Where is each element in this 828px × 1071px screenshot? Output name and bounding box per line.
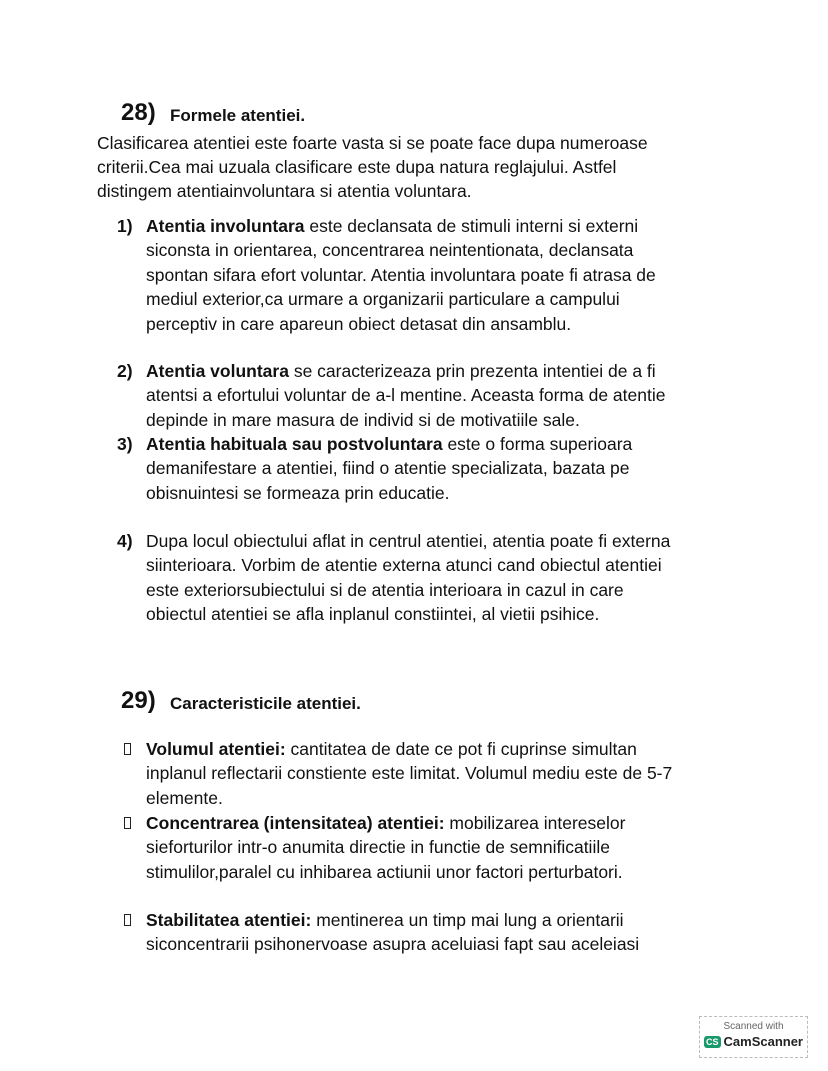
- camscanner-logo-icon: CS: [706, 1036, 719, 1047]
- bullet-icon: [124, 817, 131, 829]
- list-item-line: siinterioara. Vorbim de atentie externa atunci cand obiectul atentiei: [146, 555, 662, 576]
- bullet-item-line: siconcentrarii psihonervoase asupra aceluiasi fapt sau aceleiasi: [146, 934, 640, 955]
- list-item-line: [146, 432, 632, 456]
- list-item-line: obisnuintesi se formeaza prin educatie.: [146, 482, 450, 503]
- camscanner-watermark: [699, 1016, 808, 1058]
- item-term: Stabilitatea atentiei:: [146, 910, 312, 930]
- item-text: mobilizarea intereselor: [444, 813, 626, 833]
- intro-line: distingem atentiainvoluntara si atentia voluntara.: [97, 181, 472, 201]
- item-text: cantitatea de date ce pot fi cuprinse simultan: [285, 739, 637, 759]
- bullet-item-line: inplanul reflectarii constiente este limitat. Volumul mediu este de 5-7: [146, 763, 673, 784]
- item-term: Atentia habituala sau postvoluntara: [146, 434, 443, 454]
- intro-line: criterii.Cea mai uzuala clasificare este dupa natura reglajului. Astfel: [97, 157, 617, 177]
- bullet-item-line: sieforturilor intr-o anumita directie in functie de semnificatiile: [146, 837, 610, 858]
- item-term: Concentrarea (intensitatea) atentiei:: [146, 813, 445, 833]
- list-item-line: siconsta in orientarea, concentrarea neintentionata, declansata: [146, 240, 634, 261]
- list-item-line: mediul exterior,ca urmare a organizarii particulare a campului: [146, 289, 620, 310]
- watermark-caption: Scanned with: [723, 1021, 784, 1032]
- list-item-line: demanifestare a atentiei, fiind o atentie specializata, bazata pe: [146, 458, 630, 479]
- list-item-line: atentsi a efortului voluntar de a-l mentine. Aceasta forma de atentie: [146, 385, 666, 406]
- list-item-line: obiectul atentiei se afla inplanul constiintei, al vietii psihice.: [146, 604, 600, 625]
- bullet-item-line: elemente.: [146, 787, 223, 808]
- bullet-icon: [124, 914, 131, 926]
- item-text: se caracterizeaza prin prezenta intentiei de a fi: [288, 361, 656, 381]
- item-term: Atentia involuntara: [146, 216, 305, 236]
- section-29-title: Caracteristicile atentiei.: [170, 694, 361, 713]
- bullet-item-line: stimulilor,paralel cu inhibarea actiunii unor factori perturbatori.: [146, 861, 623, 882]
- item-text: este o forma superioara: [442, 434, 633, 454]
- watermark-brand: CamScanner: [723, 1034, 803, 1049]
- list-number: 3): [117, 434, 133, 454]
- list-number: 2): [117, 361, 133, 381]
- section-28-title: Formele atentiei.: [170, 106, 306, 125]
- list-item-line: depinde in mare masura de individ si de motivatiile sale.: [146, 409, 580, 430]
- section-29-number: 29): [121, 687, 156, 714]
- list-item-line: [146, 529, 670, 553]
- list-item-line: [146, 214, 638, 238]
- section-28-number: 28): [121, 99, 156, 126]
- item-text: este declansata de stimuli interni si externi: [304, 216, 639, 236]
- item-text: mentinerea un timp mai lung a orientarii: [311, 910, 624, 930]
- item-term: Volumul atentiei:: [146, 739, 286, 759]
- intro-line: Clasificarea atentiei este foarte vasta si se poate face dupa numeroase: [97, 133, 648, 153]
- bullet-item-line: [146, 908, 624, 932]
- list-item-line: spontan sifara efort voluntar. Atentia involuntara poate fi atrasa de: [146, 264, 656, 285]
- list-item-line: este exteriorsubiectului si de atentia interioara in cazul in care: [146, 579, 624, 600]
- item-term: Atentia voluntara: [146, 361, 289, 381]
- list-item-line: [146, 359, 656, 383]
- list-number: 1): [117, 216, 133, 236]
- item-text: Dupa locul obiectului aflat in centrul atentiei, atentia poate fi externa: [146, 531, 671, 551]
- bullet-item-line: [146, 811, 625, 835]
- bullet-item-line: [146, 737, 637, 761]
- list-item-line: perceptiv in care apareun obiect detasat din ansamblu.: [146, 313, 572, 334]
- list-number: 4): [117, 531, 133, 551]
- bullet-icon: [124, 743, 131, 755]
